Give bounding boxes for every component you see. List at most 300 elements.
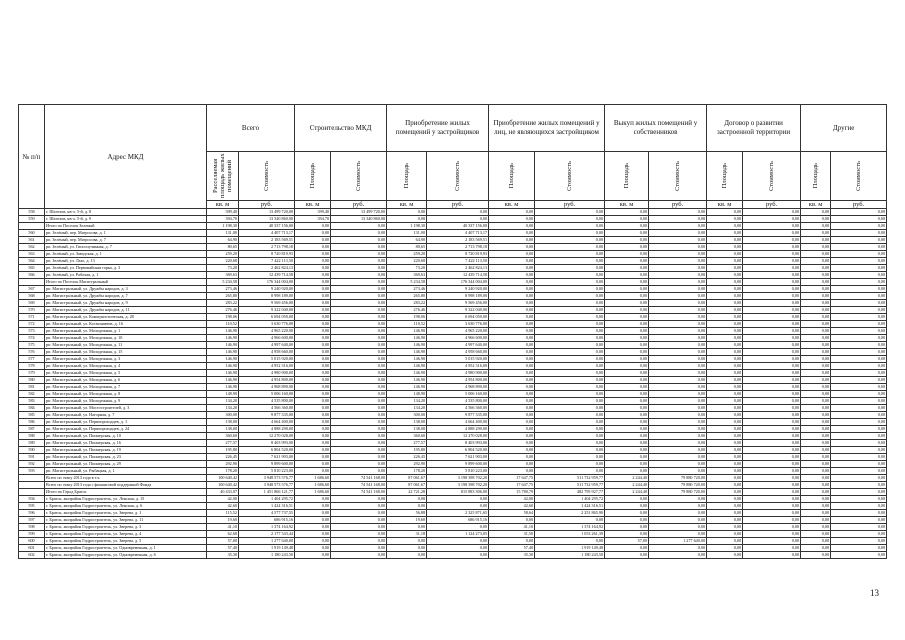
- table-row: [19, 531, 887, 538]
- unit-rub: руб.: [831, 201, 887, 209]
- value-cell: 1 686,60: [295, 482, 331, 489]
- row-number-cell: 558: [19, 209, 45, 216]
- address-cell: г. Шелехов, кв-л. 5-й, д. 9: [45, 216, 207, 223]
- value-cell: 0,00: [831, 419, 887, 426]
- row-number-cell: 565: [19, 265, 45, 272]
- address-cell: Всего по этапу 2013 года с финансовой поддержкой Фонда: [45, 482, 207, 489]
- value-cell: 0,00: [295, 531, 331, 538]
- value-cell: 0,00: [743, 510, 801, 517]
- row-number-cell: 580: [19, 377, 45, 384]
- value-cell: 259,20: [387, 251, 427, 258]
- value-cell: 0,00: [535, 216, 605, 223]
- value-cell: 40 337 156,00: [239, 223, 295, 230]
- value-cell: 178,20: [387, 468, 427, 475]
- value-cell: 0,00: [489, 258, 535, 265]
- value-cell: 0,00: [801, 230, 831, 237]
- value-cell: 0,00: [743, 216, 801, 223]
- table-row: [19, 503, 887, 510]
- value-cell: 198,06: [387, 314, 427, 321]
- value-cell: 0,00: [831, 363, 887, 370]
- value-cell: 0,00: [535, 370, 605, 377]
- value-cell: 0,00: [707, 538, 743, 545]
- address-cell: рп. Магистральный, ул. Мостостроителей, д. 3: [45, 405, 207, 412]
- value-cell: 19,60: [387, 517, 427, 524]
- value-cell: 0,00: [331, 230, 387, 237]
- value-cell: 0,00: [831, 384, 887, 391]
- value-cell: 0,00: [649, 230, 707, 237]
- value-cell: 0,00: [707, 489, 743, 496]
- value-cell: 0,00: [295, 405, 331, 412]
- value-cell: 42,60: [207, 503, 239, 510]
- value-cell: 4 952 316,00: [239, 363, 295, 370]
- value-cell: 0,00: [427, 552, 489, 559]
- value-cell: 0,00: [605, 300, 649, 307]
- row-number-cell: 582: [19, 391, 45, 398]
- value-cell: 0,00: [489, 251, 535, 258]
- value-cell: 0,00: [707, 398, 743, 405]
- value-cell: 64,90: [387, 237, 427, 244]
- value-cell: 1 277 640,00: [649, 538, 707, 545]
- value-cell: 131,00: [207, 230, 239, 237]
- value-cell: 0,00: [649, 356, 707, 363]
- table-row: [19, 412, 887, 419]
- value-cell: 0,00: [831, 307, 887, 314]
- value-cell: 4 888 290,00: [427, 426, 489, 433]
- value-cell: 369,63: [387, 272, 427, 279]
- value-cell: 0,00: [707, 496, 743, 503]
- value-cell: 0,00: [707, 363, 743, 370]
- value-cell: 0,00: [427, 524, 489, 531]
- value-cell: 0,00: [605, 321, 649, 328]
- value-cell: 0,00: [707, 405, 743, 412]
- value-cell: 9 322 040,00: [427, 307, 489, 314]
- value-cell: 146,90: [207, 377, 239, 384]
- value-cell: 5 015 920,00: [427, 356, 489, 363]
- value-cell: 0,00: [489, 377, 535, 384]
- value-cell: 0,00: [535, 461, 605, 468]
- value-cell: 0,00: [387, 216, 427, 223]
- value-cell: 0,00: [707, 265, 743, 272]
- value-cell: 0,00: [801, 496, 831, 503]
- value-cell: 0,00: [831, 377, 887, 384]
- value-cell: 42,60: [489, 503, 535, 510]
- value-cell: 0,00: [743, 517, 801, 524]
- value-cell: 0,00: [295, 545, 331, 552]
- value-cell: 0,00: [649, 223, 707, 230]
- value-cell: 0,00: [489, 356, 535, 363]
- value-cell: 0,00: [295, 370, 331, 377]
- value-cell: 0,00: [605, 433, 649, 440]
- value-cell: 5 234,58: [207, 279, 239, 286]
- subheader-area: Площадь: [605, 152, 649, 201]
- value-cell: 0,00: [489, 244, 535, 251]
- table-row: [19, 265, 887, 272]
- unit-sqm: кв. м: [605, 201, 649, 209]
- value-cell: 2 713 798,18: [427, 244, 489, 251]
- address-cell: г. Братск, жилрайон Гидростроитель, ул. Зверева, д. 1: [45, 510, 207, 517]
- value-cell: 74 541 168,00: [331, 489, 387, 496]
- table-row: [19, 307, 887, 314]
- address-cell: г. Братск, жилрайон Гидростроитель, ул. Ленская, д. 15: [45, 496, 207, 503]
- unit-rub: руб.: [239, 201, 295, 209]
- table-row: [19, 314, 887, 321]
- value-cell: 138,00: [387, 419, 427, 426]
- address-cell: г. Братск, жилрайон Гидростроитель, ул. Зверева, д. 4: [45, 531, 207, 538]
- value-cell: 815 883 306,00: [427, 489, 489, 496]
- value-cell: 273,46: [207, 286, 239, 293]
- table-body: [19, 209, 887, 559]
- value-cell: 1 451 866 121,77: [239, 489, 295, 496]
- value-cell: 0,00: [331, 321, 387, 328]
- value-cell: 0,00: [331, 496, 387, 503]
- value-cell: 0,00: [801, 258, 831, 265]
- value-cell: 0,00: [605, 545, 649, 552]
- value-cell: 0,00: [535, 321, 605, 328]
- value-cell: 40 433,07: [207, 489, 239, 496]
- value-cell: 7 621 903,00: [427, 454, 489, 461]
- value-cell: 0,00: [649, 293, 707, 300]
- value-cell: 226,45: [387, 454, 427, 461]
- value-cell: 31,50: [489, 531, 535, 538]
- value-cell: 4 997 640,00: [239, 342, 295, 349]
- address-cell: Итого по Город Братск: [45, 489, 207, 496]
- table-row: [19, 517, 887, 524]
- row-number-cell: [19, 489, 45, 496]
- value-cell: 0,00: [489, 223, 535, 230]
- value-cell: 0,00: [649, 300, 707, 307]
- value-cell: 9 240 920,00: [427, 286, 489, 293]
- value-cell: 0,00: [295, 279, 331, 286]
- table-row: [19, 447, 887, 454]
- table-row: [19, 328, 887, 335]
- value-cell: 0,00: [707, 286, 743, 293]
- value-cell: 0,00: [831, 370, 887, 377]
- address-cell: г. Братск, жилрайон Гидростроитель, ул. Одновременная, д. 1: [45, 545, 207, 552]
- address-cell: г. Братск, жилрайон Гидростроитель, ул. Зверева, д. 3: [45, 524, 207, 531]
- unit-sqm: кв. м: [489, 201, 535, 209]
- value-cell: 74 541 168,00: [331, 475, 387, 482]
- address-cell: рп. Магистральный, ул. Дружбы народов, д. 9: [45, 300, 207, 307]
- value-cell: 0,00: [489, 398, 535, 405]
- value-cell: 0,00: [801, 552, 831, 559]
- value-cell: 0,00: [707, 426, 743, 433]
- value-cell: 3 948 573 576,77: [239, 475, 295, 482]
- value-cell: 277,57: [387, 440, 427, 447]
- value-cell: 0,00: [707, 517, 743, 524]
- value-cell: 0,00: [331, 223, 387, 230]
- subheader-area: Площадь: [801, 152, 831, 201]
- value-cell: 0,00: [831, 538, 887, 545]
- value-cell: 0,00: [649, 370, 707, 377]
- address-cell: рп. Магистральный, ул. Первопроходцев, д. 24: [45, 426, 207, 433]
- table-row: [19, 384, 887, 391]
- address-cell: рп. Зелёный, ул. Первомайская горка, д. 3: [45, 265, 207, 272]
- value-cell: 1 198,30: [207, 223, 239, 230]
- value-cell: 0,00: [743, 524, 801, 531]
- value-cell: 0,00: [489, 230, 535, 237]
- value-cell: 0,00: [605, 377, 649, 384]
- subheader-area: Площадь: [387, 152, 427, 201]
- value-cell: 0,00: [535, 356, 605, 363]
- table-row: [19, 398, 887, 405]
- value-cell: 22 721,28: [387, 489, 427, 496]
- value-cell: 0,00: [743, 356, 801, 363]
- value-cell: 0,00: [743, 286, 801, 293]
- value-cell: 0,00: [605, 328, 649, 335]
- value-cell: 0,00: [387, 545, 427, 552]
- subheader-area: Площадь: [489, 152, 535, 201]
- value-cell: 0,00: [743, 230, 801, 237]
- value-cell: 0,00: [295, 377, 331, 384]
- value-cell: 0,00: [707, 524, 743, 531]
- value-cell: 0,00: [743, 349, 801, 356]
- row-number-cell: 592: [19, 461, 45, 468]
- value-cell: 0,00: [535, 300, 605, 307]
- value-cell: 0,00: [331, 405, 387, 412]
- address-cell: рп. Зелёный, пер. Матросова, д. 7: [45, 237, 207, 244]
- value-cell: 0,00: [831, 356, 887, 363]
- value-cell: 0,00: [649, 447, 707, 454]
- value-cell: 146,90: [387, 377, 427, 384]
- value-cell: 0,00: [743, 307, 801, 314]
- value-cell: 0,00: [535, 538, 605, 545]
- value-cell: 0,00: [831, 447, 887, 454]
- table-row: [19, 475, 887, 482]
- value-cell: 0,00: [331, 370, 387, 377]
- row-number-cell: 578: [19, 363, 45, 370]
- value-cell: 0,00: [801, 391, 831, 398]
- value-cell: 195,80: [387, 447, 427, 454]
- value-cell: 3 948 573 576,77: [239, 482, 295, 489]
- value-cell: 0,00: [649, 419, 707, 426]
- value-cell: 0,00: [605, 503, 649, 510]
- value-cell: 0,00: [295, 538, 331, 545]
- value-cell: 0,00: [331, 335, 387, 342]
- value-cell: 9 240 920,00: [239, 286, 295, 293]
- value-cell: 0,00: [649, 244, 707, 251]
- value-cell: 0,00: [801, 279, 831, 286]
- value-cell: 195,80: [207, 447, 239, 454]
- value-cell: 0,00: [489, 300, 535, 307]
- row-number-cell: [19, 475, 45, 482]
- value-cell: 79 880 720,00: [649, 475, 707, 482]
- value-cell: 1 053 261,39: [535, 531, 605, 538]
- unit-sqm: кв. м: [387, 201, 427, 209]
- value-cell: 0,00: [649, 251, 707, 258]
- value-cell: 0,00: [489, 279, 535, 286]
- value-cell: 1 404 295,72: [535, 496, 605, 503]
- value-cell: 198,06: [207, 314, 239, 321]
- value-cell: 0,00: [489, 461, 535, 468]
- value-cell: 0,00: [489, 384, 535, 391]
- value-cell: 0,00: [801, 272, 831, 279]
- address-cell: рп. Магистральный, ул. Молодежная, д. 9: [45, 398, 207, 405]
- row-number-cell: 567: [19, 286, 45, 293]
- value-cell: 0,00: [605, 370, 649, 377]
- value-cell: 0,00: [831, 265, 887, 272]
- value-cell: 226,45: [207, 454, 239, 461]
- value-cell: 0,00: [535, 468, 605, 475]
- value-cell: 0,00: [605, 412, 649, 419]
- value-cell: 0,00: [489, 286, 535, 293]
- value-cell: 146,90: [387, 384, 427, 391]
- value-cell: 12 439 714,58: [239, 272, 295, 279]
- value-cell: 0,00: [489, 272, 535, 279]
- value-cell: 62,68: [207, 531, 239, 538]
- table-row: [19, 356, 887, 363]
- address-cell: рп. Магистральный, ул. Молодежная, д. 3: [45, 356, 207, 363]
- address-cell: г. Братск, жилрайон Гидростроитель, ул. Зверева, д. 5: [45, 538, 207, 545]
- value-cell: 2 244,40: [605, 482, 649, 489]
- value-cell: 0,00: [535, 426, 605, 433]
- value-cell: 0,00: [605, 244, 649, 251]
- value-cell: 146,90: [207, 363, 239, 370]
- value-cell: 0,00: [331, 244, 387, 251]
- value-cell: 0,00: [489, 426, 535, 433]
- subheader-cost: Стоимость: [649, 152, 707, 201]
- value-cell: 0,00: [707, 272, 743, 279]
- value-cell: 511 732 959,77: [535, 482, 605, 489]
- row-number-cell: 589: [19, 440, 45, 447]
- value-cell: 4 954 800,00: [427, 377, 489, 384]
- value-cell: 0,00: [707, 482, 743, 489]
- value-cell: 0,00: [801, 377, 831, 384]
- address-cell: рп. Магистральный, ул. Дружбы народов, д. 7: [45, 293, 207, 300]
- value-cell: 0,00: [605, 405, 649, 412]
- unit-rub: руб.: [535, 201, 605, 209]
- value-cell: 0,00: [743, 384, 801, 391]
- value-cell: 0,00: [743, 531, 801, 538]
- row-number-cell: 600: [19, 538, 45, 545]
- value-cell: 1 374 164,92: [535, 524, 605, 531]
- value-cell: 0,00: [605, 307, 649, 314]
- value-cell: 57,00: [207, 538, 239, 545]
- value-cell: 0,00: [605, 251, 649, 258]
- value-cell: 0,00: [801, 531, 831, 538]
- value-cell: 0,00: [295, 363, 331, 370]
- value-cell: 0,00: [295, 468, 331, 475]
- value-cell: 0,00: [331, 412, 387, 419]
- value-cell: 0,00: [649, 237, 707, 244]
- row-number-cell: 586: [19, 419, 45, 426]
- address-cell: г. Братск, жилрайон Гидростроитель, ул. Ленская, д. 6: [45, 503, 207, 510]
- value-cell: 4 577 737,55: [239, 510, 295, 517]
- value-cell: 0,00: [707, 412, 743, 419]
- row-number-cell: [19, 279, 45, 286]
- value-cell: 0,00: [649, 321, 707, 328]
- table-row: [19, 468, 887, 475]
- address-cell: рп. Магистральный, ул. Молодежная, д. 6: [45, 377, 207, 384]
- value-cell: 0,00: [801, 503, 831, 510]
- value-cell: 0,00: [801, 300, 831, 307]
- value-cell: 0,00: [707, 349, 743, 356]
- value-cell: 0,00: [605, 384, 649, 391]
- value-cell: 0,00: [489, 370, 535, 377]
- value-cell: 6 694 050,00: [239, 314, 295, 321]
- value-cell: 57,00: [605, 538, 649, 545]
- value-cell: 0,00: [535, 286, 605, 293]
- value-cell: 1 919 149,48: [535, 545, 605, 552]
- value-cell: 0,00: [743, 405, 801, 412]
- value-cell: 0,00: [331, 510, 387, 517]
- value-cell: 0,00: [801, 510, 831, 517]
- value-cell: 0,00: [831, 461, 887, 468]
- row-number-cell: 598: [19, 524, 45, 531]
- value-cell: 4 535 800,00: [239, 398, 295, 405]
- value-cell: 0,00: [535, 328, 605, 335]
- value-cell: 0,00: [295, 230, 331, 237]
- row-number-cell: 564: [19, 258, 45, 265]
- value-cell: 0,00: [707, 440, 743, 447]
- value-cell: 0,00: [489, 237, 535, 244]
- value-cell: 0,00: [649, 209, 707, 216]
- value-cell: 1 424 316,51: [239, 503, 295, 510]
- value-cell: 0,00: [801, 363, 831, 370]
- value-cell: 0,00: [605, 517, 649, 524]
- value-cell: 283,22: [387, 300, 427, 307]
- value-cell: 0,00: [707, 279, 743, 286]
- value-cell: 0,00: [331, 433, 387, 440]
- value-cell: 5 006 160,00: [239, 391, 295, 398]
- value-cell: 511 732 959,77: [535, 475, 605, 482]
- subheader-cost: Стоимость: [239, 152, 295, 201]
- value-cell: 0,00: [707, 244, 743, 251]
- value-cell: 0,00: [489, 405, 535, 412]
- value-cell: 4 980 900,00: [239, 370, 295, 377]
- group-header-redeem: Выкуп жилых помещений у собственников: [605, 105, 707, 152]
- table-row: [19, 349, 887, 356]
- table-row: [19, 552, 887, 559]
- row-number-cell: 568: [19, 293, 45, 300]
- value-cell: 0,00: [535, 244, 605, 251]
- value-cell: 0,00: [707, 328, 743, 335]
- value-cell: 0,00: [801, 384, 831, 391]
- value-cell: 0,00: [535, 517, 605, 524]
- value-cell: 138,00: [387, 426, 427, 433]
- value-cell: 0,00: [427, 209, 489, 216]
- resettlement-table: [18, 104, 887, 559]
- value-cell: 0,00: [831, 237, 887, 244]
- row-number-cell: 563: [19, 251, 45, 258]
- value-cell: 0,00: [649, 426, 707, 433]
- value-cell: 8 998 189,00: [239, 293, 295, 300]
- value-cell: 12 270 028,00: [239, 433, 295, 440]
- value-cell: 0,00: [649, 461, 707, 468]
- value-cell: 4 888 290,00: [239, 426, 295, 433]
- value-cell: 0,00: [331, 454, 387, 461]
- table-row: [19, 440, 887, 447]
- value-cell: 0,00: [489, 265, 535, 272]
- address-cell: рп. Зелёный, ул. Лазо, д. 13: [45, 258, 207, 265]
- value-cell: 0,00: [801, 454, 831, 461]
- value-cell: 9 899 600,00: [239, 461, 295, 468]
- value-cell: 0,00: [801, 328, 831, 335]
- value-cell: 0,00: [649, 510, 707, 517]
- value-cell: 41,10: [489, 524, 535, 531]
- value-cell: 0,00: [649, 265, 707, 272]
- value-cell: 0,00: [489, 314, 535, 321]
- value-cell: 0,00: [649, 552, 707, 559]
- row-number-cell: [19, 482, 45, 489]
- value-cell: 0,00: [801, 307, 831, 314]
- value-cell: 0,00: [331, 419, 387, 426]
- table-row: [19, 489, 887, 496]
- table-row: [19, 230, 887, 237]
- value-cell: 0,00: [801, 244, 831, 251]
- value-cell: 0,00: [743, 279, 801, 286]
- address-cell: рп. Магистральный, ул. Молодежная, д. 8: [45, 391, 207, 398]
- value-cell: 0,00: [331, 468, 387, 475]
